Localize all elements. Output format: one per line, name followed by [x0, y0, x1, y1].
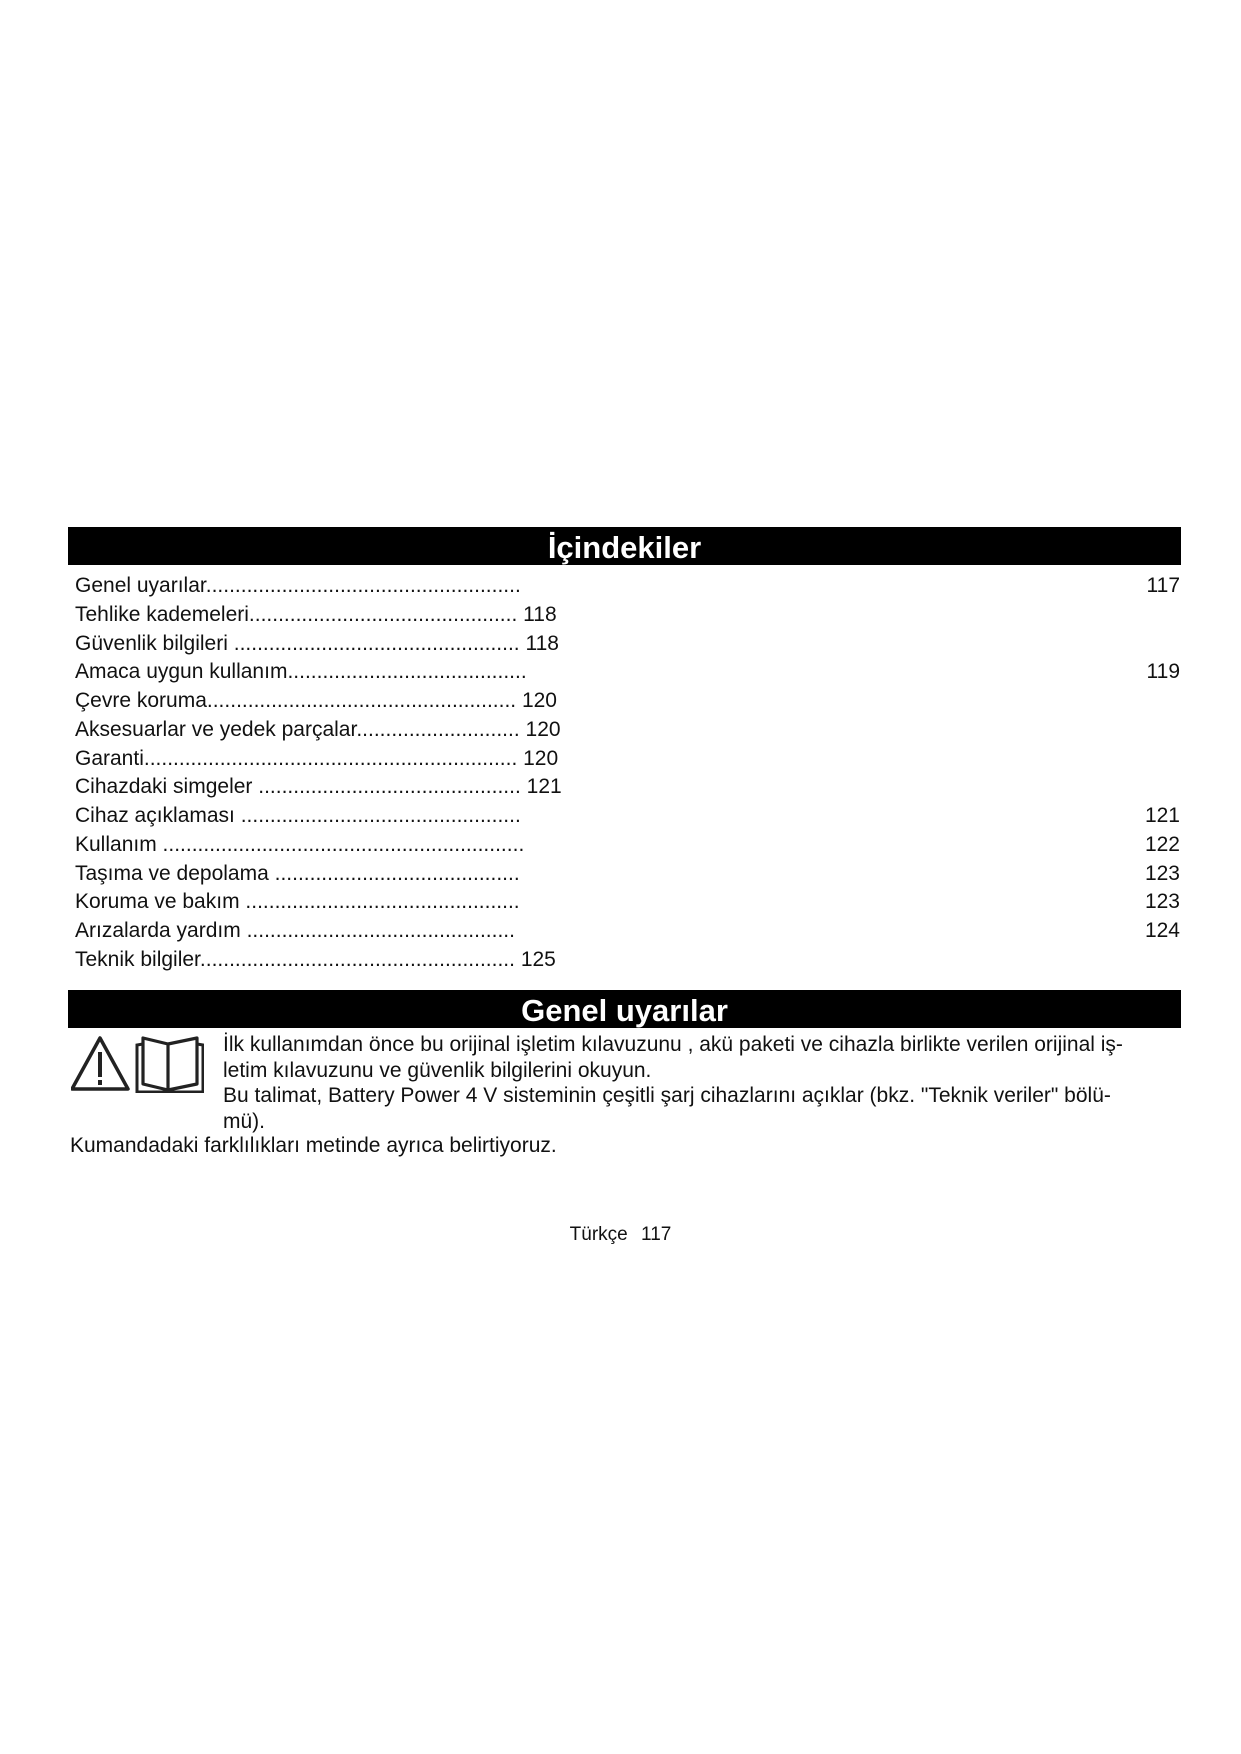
- toc-entry-leader: ..............................................................: [156, 832, 525, 856]
- toc-entry-leader: .........................................: [287, 660, 527, 684]
- footer-page-number: 117: [641, 1224, 672, 1245]
- toc-entry-leader: .................................................: [227, 631, 526, 655]
- intro-line-3: Bu talimat, Battery Power 4 V sisteminin çeşitli şarj cihazlarını açıklar (bkz. "Teknik veriler" bölü-: [223, 1084, 1111, 1107]
- notice-icons: [71, 1035, 204, 1093]
- toc-entry-label: Arızalarda yardım: [75, 919, 241, 942]
- table-of-contents: [75, 572, 1180, 975]
- intro-text: [223, 1032, 1183, 1134]
- toc-entry-label: Cihazdaki simgeler: [75, 775, 253, 799]
- toc-entry-label: Koruma ve bakım: [75, 890, 240, 914]
- toc-entry-leader: ......................................................: [199, 947, 521, 971]
- toc-entry-leader: ......................................................: [205, 574, 521, 597]
- warning-triangle-icon: [72, 1038, 128, 1089]
- intro-line-4: mü).: [223, 1109, 265, 1133]
- toc-entry-page: 118: [525, 631, 559, 655]
- toc-entry: [75, 831, 1180, 860]
- toc-entry: [75, 572, 1180, 601]
- toc-entry: [75, 860, 1180, 889]
- toc-entry-label: Garanti: [75, 746, 144, 770]
- toc-entry-leader: ............................: [356, 717, 526, 741]
- toc-entry: [75, 745, 1180, 774]
- toc-entry-label: Tehlike kademeleri: [75, 602, 249, 626]
- toc-entry-leader: .....................................................: [206, 689, 522, 712]
- toc-entry-label: Güvenlik bilgileri: [75, 631, 228, 655]
- toc-entry-label: Taşıma ve depolama: [75, 861, 269, 885]
- toc-entry: [75, 946, 1180, 975]
- toc-entry: [75, 917, 1180, 946]
- toc-entry-page: 123: [1144, 890, 1180, 914]
- toc-entry: [75, 687, 1180, 716]
- footer-language: Türkçe: [569, 1224, 628, 1245]
- toc-entry-page: 117: [1146, 574, 1180, 597]
- toc-entry: [75, 658, 1180, 687]
- toc-entry-leader: ..............................................: [240, 919, 515, 942]
- toc-entry-page: 121: [1144, 804, 1180, 827]
- toc-entry-page: 124: [1144, 919, 1180, 942]
- toc-entry-leader: ..............................................: [248, 602, 524, 626]
- toc-entry: [75, 888, 1180, 917]
- toc-entry-leader: ..........................................: [268, 861, 520, 885]
- toc-entry-page: 123: [1144, 861, 1180, 885]
- toc-entry-leader: ...............................................: [239, 890, 520, 914]
- toc-heading: İçindekiler: [68, 527, 1181, 565]
- toc-entry-page: 125: [520, 947, 556, 971]
- toc-entry-page: 119: [1146, 660, 1180, 684]
- manual-book-icon: [137, 1038, 203, 1092]
- toc-entry-page: 120: [525, 717, 561, 741]
- toc-entry-page: 122: [1144, 832, 1180, 856]
- toc-entry: [75, 601, 1180, 630]
- toc-entry-label: Aksesuarlar ve yedek parçalar: [75, 717, 357, 741]
- intro-line-1: İlk kullanımdan önce bu orijinal işletim kılavuzunu , akü paketi ve cihazla birlikte verilen orijinal iş-: [223, 1033, 1123, 1056]
- toc-entry-label: Genel uyarılar: [75, 574, 206, 597]
- general-warnings-heading: Genel uyarılar: [68, 990, 1181, 1028]
- toc-entry-page: 120: [523, 746, 559, 770]
- toc-entry-page: 120: [521, 689, 557, 712]
- toc-entry: [75, 802, 1180, 831]
- toc-entry-label: Cihaz açıklaması: [75, 804, 235, 827]
- toc-entry: [75, 630, 1180, 659]
- differences-paragraph: Kumandadaki farklılıkları metinde ayrıca belirtiyoruz.: [70, 1134, 557, 1157]
- toc-entry-leader: ................................................: [234, 804, 521, 827]
- toc-entry-label: Amaca uygun kullanım: [75, 660, 288, 684]
- toc-entry-leader: ................................................................: [143, 746, 524, 770]
- page-footer: [0, 1224, 1241, 1246]
- toc-entry: [75, 716, 1180, 745]
- toc-entry: [75, 773, 1180, 802]
- toc-entry-leader: .............................................: [252, 775, 527, 799]
- toc-entry-label: Çevre koruma: [75, 689, 207, 712]
- toc-entry-page: 121: [526, 775, 562, 799]
- toc-entry-page: 118: [523, 602, 557, 626]
- intro-line-2: letim kılavuzunu ve güvenlik bilgilerini okuyun.: [223, 1058, 652, 1082]
- toc-entry-label: Kullanım: [75, 832, 157, 856]
- toc-entry-label: Teknik bilgiler: [75, 947, 200, 971]
